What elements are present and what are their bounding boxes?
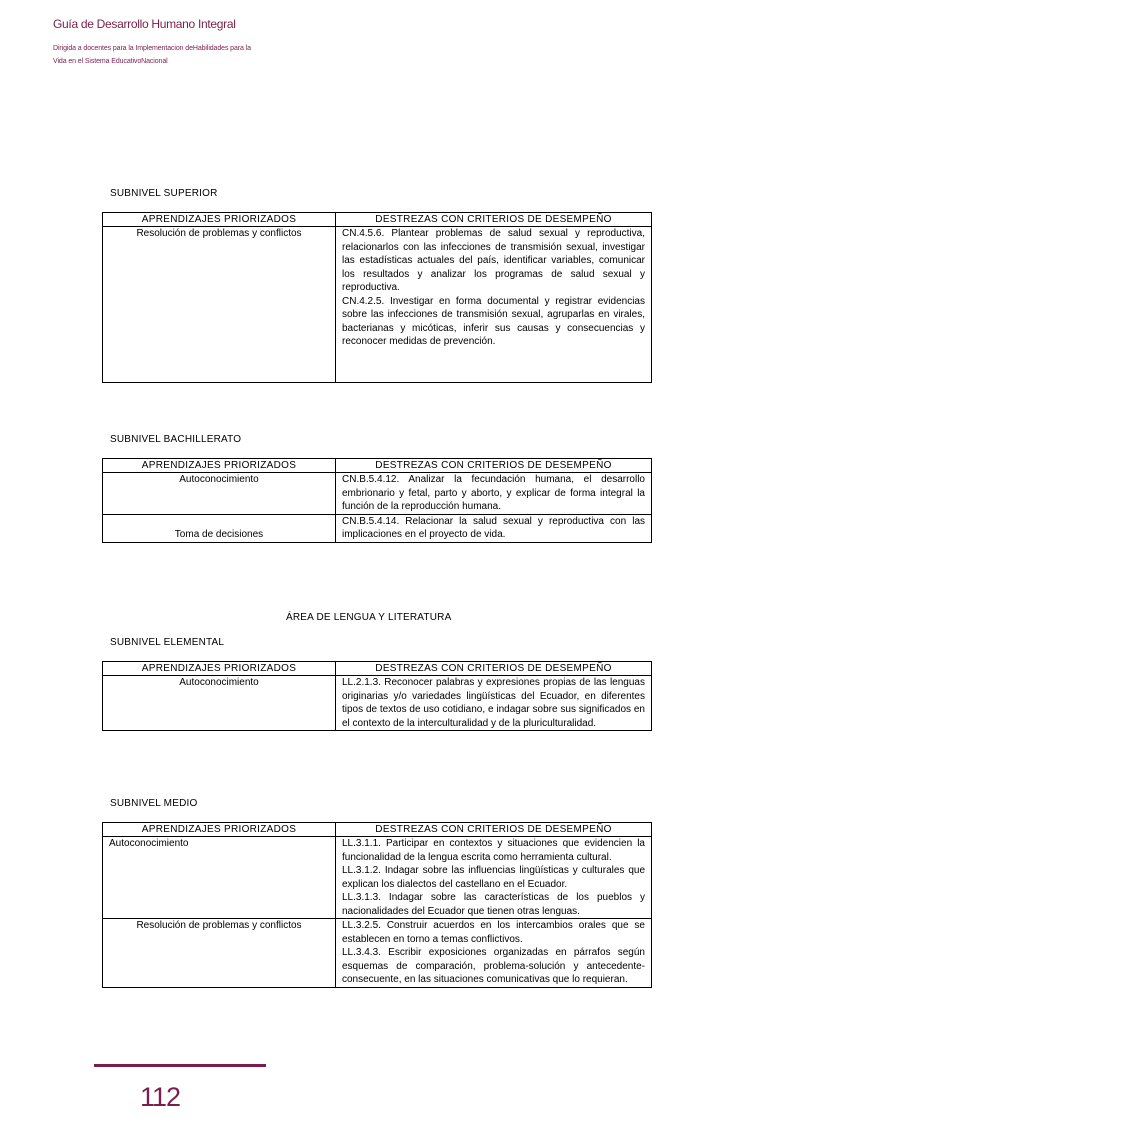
- aprendizaje-cell: Autoconocimiento: [103, 473, 336, 515]
- column-header-aprendizajes: APRENDIZAJES PRIORIZADOS: [103, 823, 336, 837]
- table-row: [103, 227, 652, 383]
- column-header-destrezas: DESTREZAS CON CRITERIOS DE DESEMPEÑO: [336, 459, 652, 473]
- table-bachillerato: [102, 458, 652, 543]
- destreza-item: CN.4.2.5. Investigar en forma documental y registrar evidencias sobre las infecciones de transmisión sexual, agruparlas en virales, bacterianas y micóticas, inferir sus causas y consecuencias y reconocer medidas de prevención.: [342, 295, 645, 347]
- table-superior: [102, 212, 652, 383]
- column-header-aprendizajes: APRENDIZAJES PRIORIZADOS: [103, 213, 336, 227]
- column-header-destrezas: DESTREZAS CON CRITERIOS DE DESEMPEÑO: [336, 823, 652, 837]
- aprendizaje-cell: Resolución de problemas y conflictos: [103, 919, 336, 988]
- table-row: [103, 837, 652, 919]
- aprendizaje-cell: Resolución de problemas y conflictos: [103, 227, 336, 383]
- document-subtitle-line1: Dirigida a docentes para la Implementacion deHabilidades para la: [53, 45, 251, 52]
- destrezas-cell: [336, 837, 652, 919]
- table-row: [103, 514, 652, 542]
- section-label-elemental: SUBNIVEL ELEMENTAL: [110, 637, 225, 648]
- destreza-item: LL.3.1.1. Participar en contextos y situaciones que evidencien la funcionalidad de la lengua escrita como herramienta cultural.: [342, 838, 645, 863]
- column-header-destrezas: DESTREZAS CON CRITERIOS DE DESEMPEÑO: [336, 662, 652, 676]
- column-header-destrezas: DESTREZAS CON CRITERIOS DE DESEMPEÑO: [336, 213, 652, 227]
- table-header-row: [103, 662, 652, 676]
- column-header-aprendizajes: APRENDIZAJES PRIORIZADOS: [103, 459, 336, 473]
- column-header-aprendizajes: APRENDIZAJES PRIORIZADOS: [103, 662, 336, 676]
- footer-rule: [94, 1064, 266, 1067]
- destrezas-cell: [336, 514, 652, 542]
- destreza-item: LL.3.1.3. Indagar sobre las características de los pueblos y nacionalidades del Ecuador que tienen otras lenguas.: [342, 892, 645, 917]
- destreza-item: CN.B.5.4.14. Relacionar la salud sexual y reproductiva con las implicaciones en el proyecto de vida.: [342, 515, 645, 540]
- aprendizaje-cell: Toma de decisiones: [103, 514, 336, 542]
- destreza-item: LL.3.4.3. Escribir exposiciones organizadas en párrafos según esquemas de comparación, problema-solución y antecedente-consecuente, en las situaciones comunicativas que lo requieran.: [342, 947, 645, 985]
- table-row: [103, 473, 652, 515]
- destrezas-cell: [336, 473, 652, 515]
- destrezas-cell: [336, 919, 652, 988]
- document-title: Guía de Desarrollo Humano Integral: [53, 17, 236, 31]
- table-header-row: [103, 823, 652, 837]
- document-subtitle-line2: Vida en el Sistema EducativoNacional: [53, 58, 168, 65]
- section-label-bachillerato: SUBNIVEL BACHILLERATO: [110, 434, 242, 445]
- table-row: [103, 919, 652, 988]
- aprendizaje-cell: Autoconocimiento: [103, 837, 336, 919]
- destrezas-cell: [336, 676, 652, 731]
- section-label-medio: SUBNIVEL MEDIO: [110, 798, 198, 809]
- destreza-item: LL.2.1.3. Reconocer palabras y expresiones propias de las lenguas originarias y/o variedades lingüísticas del Ecuador, en diferentes tipos de textos de uso cotidiano, e indagar sobre sus significados en el contexto de la interculturalidad y de la pluriculturalidad.: [342, 677, 645, 729]
- page-number: 112: [140, 1082, 181, 1112]
- table-row: [103, 676, 652, 731]
- table-medio: [102, 822, 652, 988]
- table-header-row: [103, 459, 652, 473]
- destreza-item: LL.3.1.2. Indagar sobre las influencias lingüísticas y culturales que explican los dialectos del castellano en el Ecuador.: [342, 865, 645, 890]
- destreza-item: CN.4.5.6. Plantear problemas de salud sexual y reproductiva, relacionarlos con las infecciones de transmisión sexual, investigar las estadísticas actuales del país, identificar variables, comunicar los resultados y analizar los programas de salud sexual y reproductiva.: [342, 228, 645, 293]
- section-label-superior: SUBNIVEL SUPERIOR: [110, 188, 218, 199]
- table-elemental: [102, 661, 652, 731]
- area-title: ÁREA DE LENGUA Y LITERATURA: [286, 612, 452, 623]
- destreza-item: LL.3.2.5. Construir acuerdos en los intercambios orales que se establecen en torno a temas conflictivos.: [342, 920, 645, 945]
- destreza-item: CN.B.5.4.12. Analizar la fecundación humana, el desarrollo embrionario y fetal, parto y aborto, y explicar de forma integral la función de la reproducción humana.: [342, 474, 645, 512]
- destrezas-cell: [336, 227, 652, 383]
- table-header-row: [103, 213, 652, 227]
- aprendizaje-cell: Autoconocimiento: [103, 676, 336, 731]
